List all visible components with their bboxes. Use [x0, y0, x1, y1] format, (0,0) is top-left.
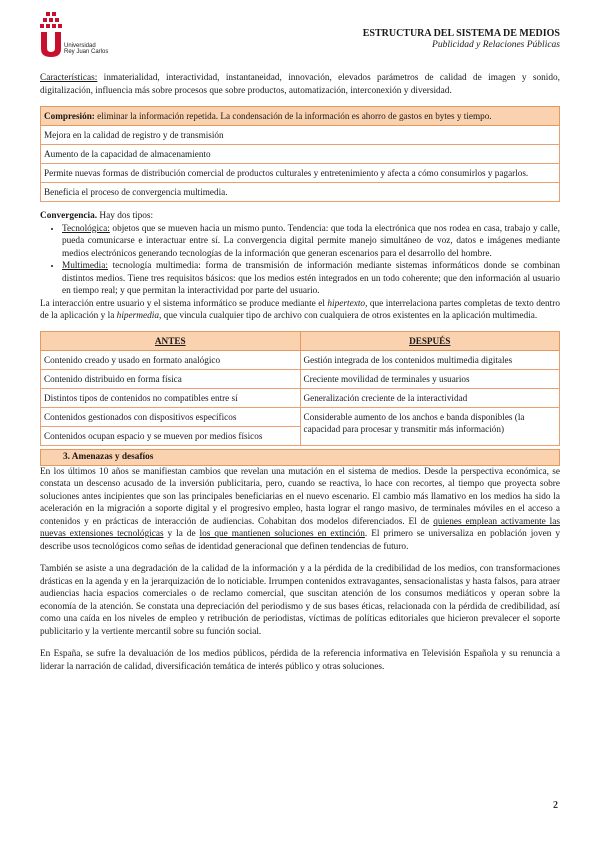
convergence-section	[40, 210, 560, 323]
after-cell: Creciente movilidad de terminales y usuarios	[300, 370, 560, 389]
characteristics-paragraph	[40, 72, 560, 97]
before-cell: Distintos tipos de contenidos no compatibles entre sí	[41, 389, 301, 408]
before-cell: Contenido distribuido en forma física	[41, 370, 301, 389]
after-cell: Gestión integrada de los contenidos multimedia digitales	[300, 351, 560, 370]
page-header	[40, 10, 560, 60]
after-cell: Considerable aumento de los anchos e banda disponibles (la capacidad para procesar y transmitir más información)	[300, 408, 560, 446]
characteristics-text: inmaterialidad, interactividad, instantaneidad, innovación, elevados parámetros de calidad de imagen y sonido, digitalización, influencia más sobre procesos que sobre productos, automatización, interconexión y diversidad.	[40, 73, 560, 96]
before-cell: Contenidos ocupan espacio y se mueven por medios físicos	[41, 427, 301, 446]
document-subtitle: Publicidad y Relaciones Públicas	[432, 40, 560, 50]
table-row: Permite nuevas formas de distribución comercial de productos culturales y entretenimiento y afecta a cómo consumirlos y pagarlos.	[41, 164, 560, 183]
table-row: Mejora en la calidad de registro y de transmisión	[41, 126, 560, 145]
before-cell: Contenidos gestionados con dispositivos específicos	[41, 408, 301, 427]
bullet-text: objetos que se mueven hacia un mismo punto. Tendencia: que toda la electrónica que nos rodea en casa, trabajo y calle, pueda comunicarse e interactuar entre sí. La convergencia digital permite manejo simultáneo de voz, datos e imágenes mediante medios electrónicos generando tecnologías de la información que generan escenarios para el desarrollo del hombre.	[62, 223, 560, 259]
characteristics-label: Características:	[40, 73, 98, 83]
interaction-paragraph: La interacción entre usuario y el sistema informático se produce mediante el hipertexto, que interrelaciona partes completas de texto dentro de la aplicación y la hipermedia, que vincula cualquier tipo de archivo con cualquiera de otros existentes en la aplicación multimedia.	[40, 298, 561, 321]
compression-table	[40, 106, 560, 202]
urjc-crown-logo-icon	[40, 12, 64, 58]
document-title: ESTRUCTURA DEL SISTEMA DE MEDIOS	[362, 28, 560, 39]
bullet-label: Multimedia:	[62, 261, 108, 271]
convergence-label: Convergencia.	[40, 211, 98, 221]
column-header-after: DESPUÉS	[300, 331, 560, 351]
table-row: Beneficia el proceso de convergencia multimedia.	[41, 183, 560, 202]
list-item	[62, 260, 560, 298]
page-number: 2	[553, 800, 558, 811]
before-cell: Contenido creado y usado en formato analógico	[41, 351, 301, 370]
logo-text-line2: Rey Juan Carlos	[64, 49, 109, 55]
column-header-before: ANTES	[41, 331, 301, 351]
section-3-heading: 3. Amenazas y desafíos	[40, 449, 560, 466]
compression-label: Compresión:	[44, 111, 95, 121]
convergence-list	[40, 223, 560, 298]
page-content	[40, 72, 560, 673]
logo-text-line1: Universidad	[64, 43, 96, 49]
threats-paragraph-2: También se asiste a una degradación de la calidad de la información y a la pérdida de la credibilidad de los medios, con transformaciones drásticas en la agenda y en la jerarquización de lo noticiable. Irrumpen contenidos extravagantes, sensacionalistas y hasta falsos, para atraer audiencias hacia espacios comerciales o de reclamo comercial, que suscitan atención de los consumos mediáticos y operan sobre la economía de la atención. Se constata una depreciación del periodismo y de sus bases éticas, relacionada con la pérdida de credibilidad, así como una caída en los niveles de empleo y retribución de periodistas, víctimas de políticas editoriales que hicieron prevalecer el soporte publicitario y la vertiente mercantil sobre su función social.	[40, 564, 560, 637]
bullet-text: tecnología multimedia: forma de transmisión de información mediante sistemas informáticos donde se combinan distintos medios. Tiene tres requisitos básicos: que los medios estén integrados en un todo coherente; que den información al usuario en tiempo real; y que permitan la interactividad por parte del usuario.	[62, 261, 560, 296]
before-after-table	[40, 331, 560, 447]
convergence-intro: Hay dos tipos:	[97, 211, 154, 221]
university-logo	[40, 10, 130, 60]
table-row: Aumento de la capacidad de almacenamiento	[41, 145, 560, 164]
list-item	[62, 223, 560, 261]
compression-text: eliminar la información repetida. La condensación de la información es ahorro de gastos en bytes y tiempo.	[94, 111, 492, 121]
after-cell: Generalización creciente de la interactividad	[300, 389, 560, 408]
compression-row	[41, 107, 560, 126]
threats-paragraph-3: En España, se sufre la devaluación de los medios públicos, pérdida de la referencia informativa en Televisión Española y su renuncia a liderar la narración de calidad, diversificación temática de interés público y otras soluciones.	[40, 649, 560, 672]
threats-paragraph-1: En los últimos 10 años se manifiestan cambios que revelan una mutación en el sistema de medios. Desde la perspectiva económica, se constata un descenso acusado de la inversión publicitaria, pero, cuando se reactiva, lo hace con recortes, al tiempo que proyecta sobre soluciones antes incipientes que son las principales beneficiarias en el nuevo escenario. El cambio más llamativo en los medios ha sido la aceleración en la migración a soporte digital y el progresivo empleo, hasta lograr el rango masivo, de terminales móviles en el acceso a contenidos y en prácticas de interacción de audiencias. Cohabitan dos modelos diferenciados. El de quienes emplean activamente las nuevas extensiones tecnológicas y la de los que mantienen soluciones en extinción. El primero se universaliza en población joven y describe usos tecnológicos como señas de identidad generacional que definen tendencias de futuro.	[40, 466, 560, 552]
bullet-label: Tecnológica:	[62, 223, 110, 234]
